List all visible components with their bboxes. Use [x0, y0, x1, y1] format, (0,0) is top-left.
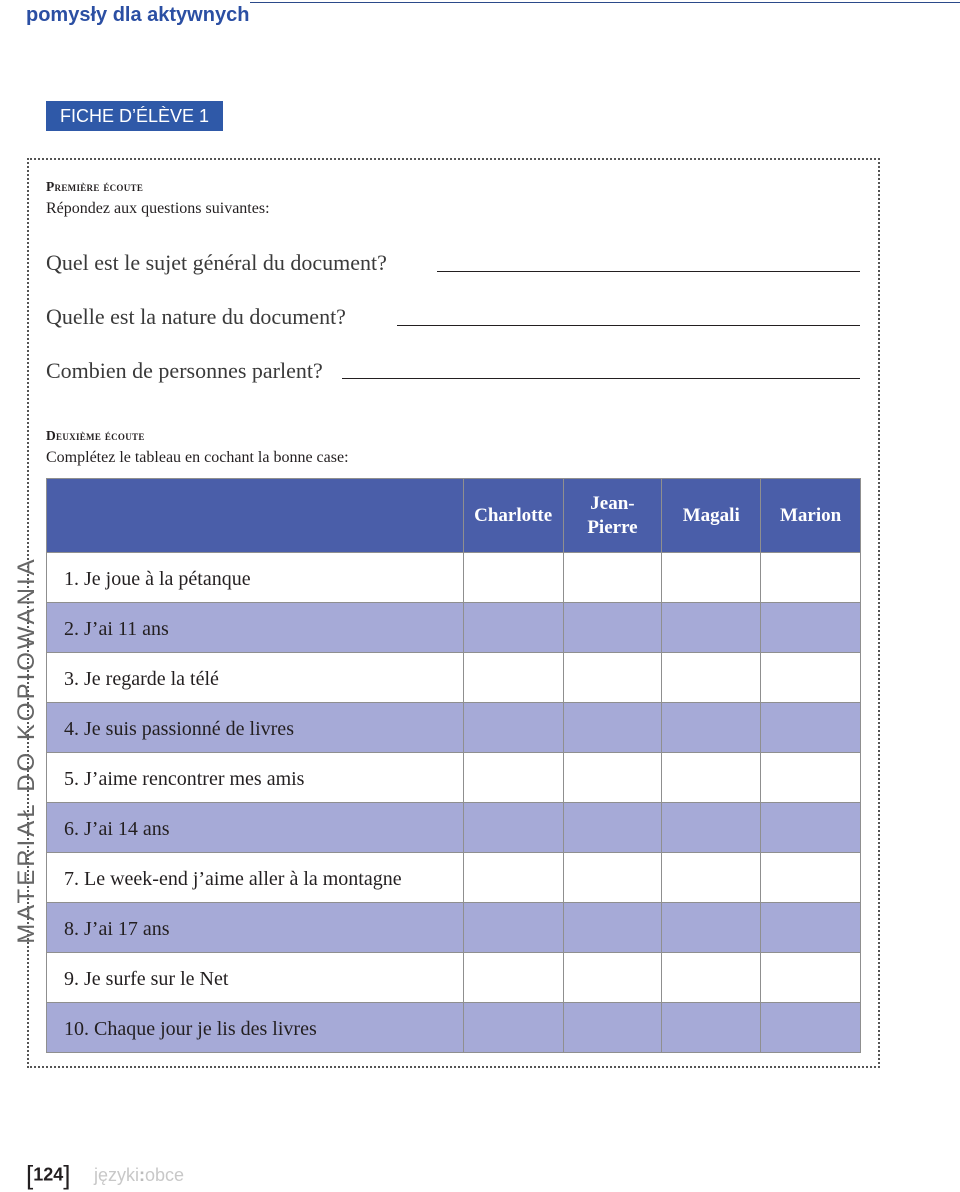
- checkbox-cell[interactable]: [662, 603, 761, 653]
- section-header-label: pomysły dla aktywnych: [26, 4, 250, 26]
- checkbox-cell[interactable]: [761, 703, 861, 753]
- checkbox-cell[interactable]: [563, 853, 662, 903]
- row-statement: 6. J’ai 14 ans: [47, 803, 464, 853]
- checkbox-cell[interactable]: [761, 803, 861, 853]
- checkbox-cell[interactable]: [662, 1003, 761, 1053]
- brand-logo: [94, 1165, 184, 1186]
- page-bracket-right: ]: [63, 1160, 71, 1190]
- checkbox-cell[interactable]: [563, 753, 662, 803]
- question-2: Quelle est la nature du document?: [46, 304, 346, 329]
- column-header-jean-pierre-text: Jean- Pierre: [587, 492, 638, 538]
- first-listen-instruction: Répondez aux questions suivantes:: [46, 200, 270, 217]
- checkbox-cell[interactable]: [463, 903, 563, 953]
- checkbox-cell[interactable]: [563, 653, 662, 703]
- checkbox-cell[interactable]: [463, 1003, 563, 1053]
- checkbox-cell[interactable]: [563, 803, 662, 853]
- checkbox-cell[interactable]: [463, 703, 563, 753]
- row-statement: 2. J’ai 11 ans: [47, 603, 464, 653]
- column-header-magali: Magali: [662, 479, 761, 553]
- checkbox-cell[interactable]: [662, 653, 761, 703]
- row-statement: 3. Je regarde la télé: [47, 653, 464, 703]
- checkbox-cell[interactable]: [662, 903, 761, 953]
- table-row: [47, 1003, 861, 1053]
- checkbox-cell[interactable]: [761, 903, 861, 953]
- page-number: [26, 1160, 71, 1191]
- table-row: [47, 953, 861, 1003]
- checkbox-cell[interactable]: [761, 653, 861, 703]
- table-row: [47, 753, 861, 803]
- answer-table: [46, 478, 861, 1053]
- question-3: Combien de personnes parlent?: [46, 358, 323, 383]
- checkbox-cell[interactable]: [463, 753, 563, 803]
- side-copy-label: MATERIAŁ DO KOPIOWANIA: [13, 556, 40, 944]
- checkbox-cell[interactable]: [463, 653, 563, 703]
- answer-line-1[interactable]: [437, 271, 860, 272]
- row-statement: 7. Le week-end j’aime aller à la montagne: [47, 853, 464, 903]
- worksheet-badge: FICHE D’ÉLÈVE 1: [46, 101, 223, 131]
- checkbox-cell[interactable]: [662, 803, 761, 853]
- table-row: [47, 603, 861, 653]
- corner-header-cell: [47, 479, 464, 553]
- checkbox-cell[interactable]: [563, 603, 662, 653]
- table-row: [47, 853, 861, 903]
- brand-separator: :: [139, 1165, 146, 1185]
- header-rule: [250, 2, 960, 3]
- checkbox-cell[interactable]: [761, 753, 861, 803]
- question-1: Quel est le sujet général du document?: [46, 250, 387, 275]
- answer-line-3[interactable]: [342, 378, 860, 379]
- page-number-text: 124: [33, 1164, 64, 1185]
- checkbox-cell[interactable]: [662, 753, 761, 803]
- checkbox-cell[interactable]: [463, 803, 563, 853]
- row-statement: 8. J’ai 17 ans: [47, 903, 464, 953]
- checkbox-cell[interactable]: [761, 853, 861, 903]
- table-header-row: [47, 479, 861, 553]
- table-row: [47, 803, 861, 853]
- table-row: [47, 703, 861, 753]
- checkbox-cell[interactable]: [662, 553, 761, 603]
- checkbox-cell[interactable]: [463, 953, 563, 1003]
- checkbox-cell[interactable]: [761, 953, 861, 1003]
- checkbox-cell[interactable]: [463, 853, 563, 903]
- checkbox-cell[interactable]: [563, 953, 662, 1003]
- first-listen-title: Première écoute: [46, 179, 144, 194]
- checkbox-cell[interactable]: [563, 553, 662, 603]
- checkbox-cell[interactable]: [563, 703, 662, 753]
- row-statement: 10. Chaque jour je lis des livres: [47, 1003, 464, 1053]
- page-bracket-left: [: [26, 1160, 34, 1190]
- table-row: [47, 653, 861, 703]
- checkbox-cell[interactable]: [463, 603, 563, 653]
- checkbox-cell[interactable]: [563, 903, 662, 953]
- column-header-marion: Marion: [761, 479, 861, 553]
- checkbox-cell[interactable]: [761, 553, 861, 603]
- row-statement: 9. Je surfe sur le Net: [47, 953, 464, 1003]
- checkbox-cell[interactable]: [761, 603, 861, 653]
- row-statement: 4. Je suis passionné de livres: [47, 703, 464, 753]
- checkbox-cell[interactable]: [662, 703, 761, 753]
- row-statement: 1. Je joue à la pétanque: [47, 553, 464, 603]
- table-row: [47, 903, 861, 953]
- table-row: [47, 553, 861, 603]
- second-listen-instruction: Complétez le tableau en cochant la bonne case:: [46, 449, 349, 466]
- checkbox-cell[interactable]: [463, 553, 563, 603]
- column-header-jean-pierre: [563, 479, 662, 553]
- answer-line-2[interactable]: [397, 325, 860, 326]
- checkbox-cell[interactable]: [662, 853, 761, 903]
- brand-part-2: obce: [145, 1165, 185, 1185]
- column-header-charlotte: Charlotte: [463, 479, 563, 553]
- checkbox-cell[interactable]: [662, 953, 761, 1003]
- row-statement: 5. J’aime rencontrer mes amis: [47, 753, 464, 803]
- brand-part-1: języki: [94, 1165, 140, 1185]
- checkbox-cell[interactable]: [563, 1003, 662, 1053]
- second-listen-title: Deuxième écoute: [46, 428, 145, 443]
- checkbox-cell[interactable]: [761, 1003, 861, 1053]
